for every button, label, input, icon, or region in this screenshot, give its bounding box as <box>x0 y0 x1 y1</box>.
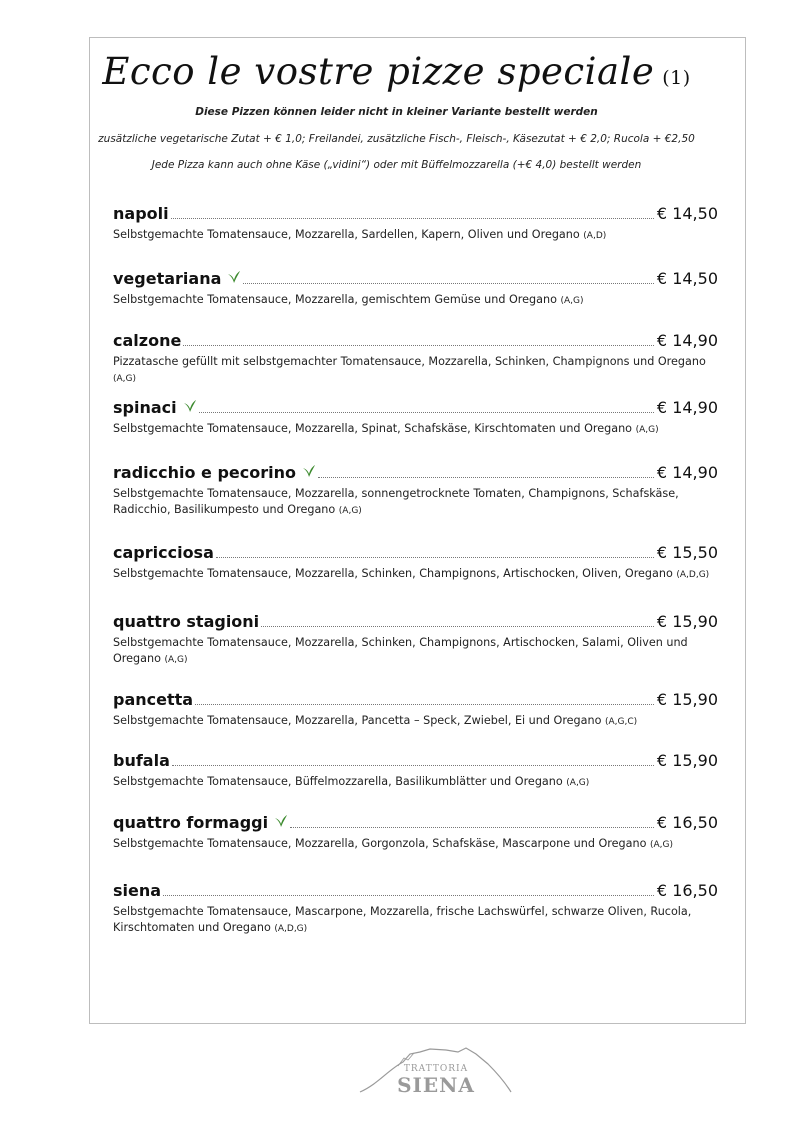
item-name: spinaci <box>113 398 177 417</box>
item-allergens: (A,G) <box>338 506 362 516</box>
dot-leader <box>243 282 654 284</box>
menu-item-radicchio-e-pecorino <box>113 463 718 519</box>
menu-item-calzone <box>113 331 718 387</box>
item-name: bufala <box>113 751 170 770</box>
dot-leader <box>195 703 654 705</box>
item-allergens: (A,D) <box>583 231 607 241</box>
note-small-variant: Diese Pizzen können leider nicht in kleiner Variante bestellt werden <box>195 106 598 118</box>
item-name: quattro stagioni <box>113 612 260 631</box>
item-ingredients: Selbstgemachte Tomatensauce, Mozzarella, Pancetta – Speck, Zwiebel, Ei und Oregano <box>113 714 602 727</box>
item-ingredients: Selbstgemachte Tomatensauce, Mozzarella, sonnengetrocknete Tomaten, Champignons, Schafskäse, Radicchio, Basilikumpesto und Oregano <box>113 487 679 516</box>
item-description <box>113 635 718 668</box>
item-description <box>113 421 718 438</box>
menu-item-bufala <box>113 751 718 791</box>
item-ingredients: Selbstgemachte Tomatensauce, Mozzarella, Schinken, Champignons, Artischocken, Salami, Oliven und Oregano <box>113 636 688 665</box>
dot-leader <box>318 476 654 478</box>
item-allergens: (A,G) <box>635 425 659 435</box>
leaf-icon <box>183 399 197 413</box>
item-description <box>113 227 718 244</box>
item-name: siena <box>113 881 162 900</box>
item-allergens: (A,G) <box>649 840 673 850</box>
menu-item-quattro-formaggi <box>113 813 718 853</box>
dot-leader <box>261 625 654 627</box>
note-cheese: Jede Pizza kann auch ohne Käse („vidini“) oder mit Büffelmozzarella (+€ 4,0) bestellt werden <box>151 159 642 171</box>
item-name: napoli <box>113 204 169 223</box>
item-allergens: (A,G,C) <box>605 717 638 727</box>
item-ingredients: Selbstgemachte Tomatensauce, Mozzarella, Gorgonzola, Schafskäse, Mascarpone und Oregano <box>113 837 647 850</box>
page-title: Ecco le vostre pizze speciale (1) <box>102 50 691 93</box>
item-description <box>113 774 718 791</box>
item-price: € 14,90 <box>656 463 718 482</box>
item-allergens: (A,G) <box>566 778 590 788</box>
item-description <box>113 566 718 583</box>
menu-frame <box>89 37 746 1024</box>
item-name: quattro formaggi <box>113 813 269 832</box>
item-price: € 15,90 <box>656 612 718 631</box>
item-allergens: (A,D,G) <box>274 924 308 934</box>
item-description <box>113 354 718 387</box>
item-price: € 15,90 <box>656 751 718 770</box>
item-price: € 14,50 <box>656 204 718 223</box>
logo-line2: SIENA <box>397 1073 475 1097</box>
item-price: € 15,50 <box>656 543 718 562</box>
logo-line1: TRATTORIA <box>403 1064 469 1074</box>
item-ingredients: Selbstgemachte Tomatensauce, Mascarpone, Mozzarella, frische Lachswürfel, schwarze Oliven, Rucola, Kirschtomaten und Oregano <box>113 905 692 934</box>
item-description <box>113 713 718 730</box>
leaf-icon <box>274 814 288 828</box>
item-price: € 14,90 <box>656 398 718 417</box>
dot-leader <box>172 764 654 766</box>
item-ingredients: Selbstgemachte Tomatensauce, Mozzarella, Spinat, Schafskäse, Kirschtomaten und Oregano <box>113 422 633 435</box>
item-allergens: (A,G) <box>113 374 137 384</box>
item-ingredients: Pizzatasche gefüllt mit selbstgemachter Tomatensauce, Mozzarella, Schinken, Champignons und Oregano <box>113 355 706 368</box>
item-name: capricciosa <box>113 543 214 562</box>
leaf-icon <box>227 270 241 284</box>
item-allergens: (A,G) <box>164 655 188 665</box>
item-allergens: (A,D,G) <box>676 570 710 580</box>
item-allergens: (A,G) <box>560 296 584 306</box>
dot-leader <box>216 556 654 558</box>
item-price: € 16,50 <box>656 813 718 832</box>
item-name: calzone <box>113 331 182 350</box>
dot-leader <box>163 894 654 896</box>
item-price: € 14,50 <box>656 269 718 288</box>
item-price: € 15,90 <box>656 690 718 709</box>
trattoria-siena-logo <box>358 1040 513 1098</box>
item-description <box>113 292 718 309</box>
item-name: vegetariana <box>113 269 222 288</box>
menu-item-capricciosa <box>113 543 718 583</box>
item-description <box>113 904 718 937</box>
item-description <box>113 486 718 519</box>
item-ingredients: Selbstgemachte Tomatensauce, Büffelmozzarella, Basilikumblätter und Oregano <box>113 775 563 788</box>
dot-leader <box>171 217 654 219</box>
leaf-icon <box>302 464 316 478</box>
dot-leader <box>199 411 654 413</box>
item-name: pancetta <box>113 690 194 709</box>
menu-item-napoli <box>113 204 718 244</box>
menu-item-siena <box>113 881 718 937</box>
item-description <box>113 836 718 853</box>
menu-item-vegetariana <box>113 269 718 309</box>
dot-leader <box>290 826 654 828</box>
note-extras: zusätzliche vegetarische Zutat + € 1,0; Freilandei, zusätzliche Fisch-, Fleisch-, Käsezutat + € 2,0; Rucola + €2,50 <box>98 133 695 145</box>
menu-item-quattro-stagioni <box>113 612 718 668</box>
dot-leader <box>183 344 654 346</box>
item-ingredients: Selbstgemachte Tomatensauce, Mozzarella, Sardellen, Kapern, Oliven und Oregano <box>113 228 580 241</box>
item-price: € 14,90 <box>656 331 718 350</box>
item-ingredients: Selbstgemachte Tomatensauce, Mozzarella, Schinken, Champignons, Artischocken, Oliven, Oregano <box>113 567 673 580</box>
menu-item-pancetta <box>113 690 718 730</box>
item-ingredients: Selbstgemachte Tomatensauce, Mozzarella, gemischtem Gemüse und Oregano <box>113 293 557 306</box>
menu-item-spinaci <box>113 398 718 438</box>
item-name: radicchio e pecorino <box>113 463 296 482</box>
item-price: € 16,50 <box>656 881 718 900</box>
